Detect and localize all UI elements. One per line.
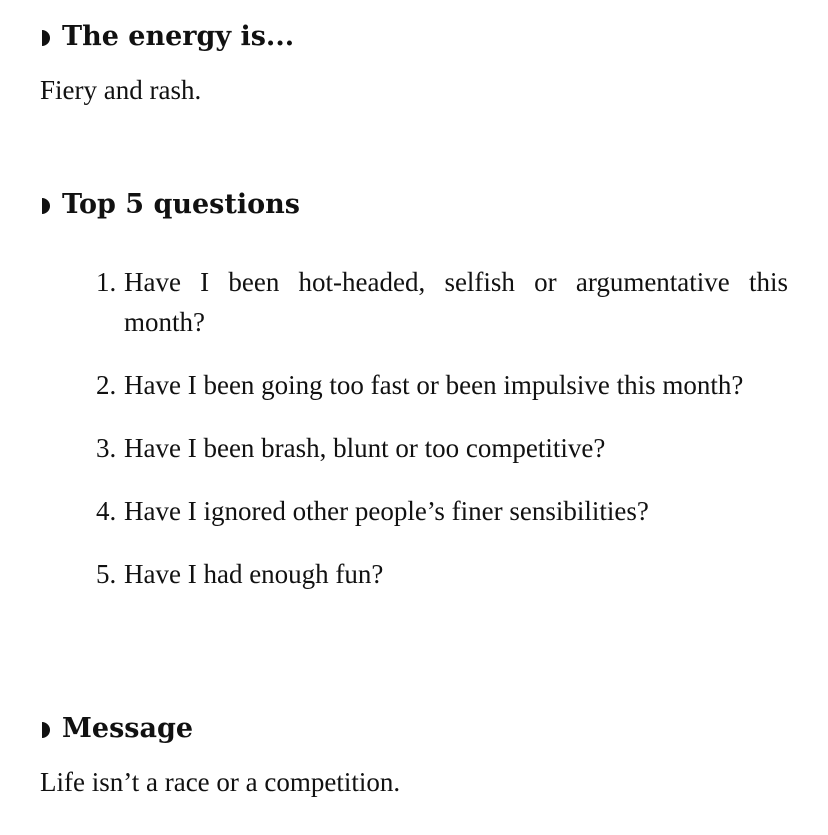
message-heading xyxy=(40,713,193,744)
half-circle-bullet-icon xyxy=(40,722,51,738)
list-item-text: Have I been going too fast or been impulsive this month? xyxy=(124,370,744,400)
list-item-number: 5. xyxy=(96,559,117,589)
list-item-number: 4. xyxy=(96,496,117,526)
message-heading-text: Message xyxy=(62,713,194,744)
energy-body: Fiery and rash. xyxy=(40,75,202,105)
energy-heading-text: The energy is... xyxy=(62,21,295,52)
list-item xyxy=(96,554,788,594)
list-item xyxy=(96,491,788,531)
list-item xyxy=(96,428,788,468)
questions-heading xyxy=(40,189,300,220)
list-item-text: Have I had enough fun? xyxy=(124,559,384,589)
list-item-number: 3. xyxy=(96,433,117,463)
list-item-text: Have I been brash, blunt or too competitive? xyxy=(124,433,606,463)
questions-heading-text: Top 5 questions xyxy=(62,189,300,220)
energy-heading xyxy=(40,21,294,52)
list-item-text: Have I been hot-headed, selfish or argumentative this month? xyxy=(124,267,788,337)
half-circle-bullet-icon xyxy=(40,198,51,214)
message-body: Life isn’t a race or a competition. xyxy=(40,767,401,797)
list-item-text: Have I ignored other people’s finer sensibilities? xyxy=(124,496,649,526)
list-item xyxy=(96,365,788,405)
half-circle-bullet-icon xyxy=(40,30,51,46)
questions-list xyxy=(96,262,788,617)
list-item-number: 2. xyxy=(96,370,117,400)
list-item xyxy=(96,262,788,342)
list-item-number: 1. xyxy=(96,267,117,297)
